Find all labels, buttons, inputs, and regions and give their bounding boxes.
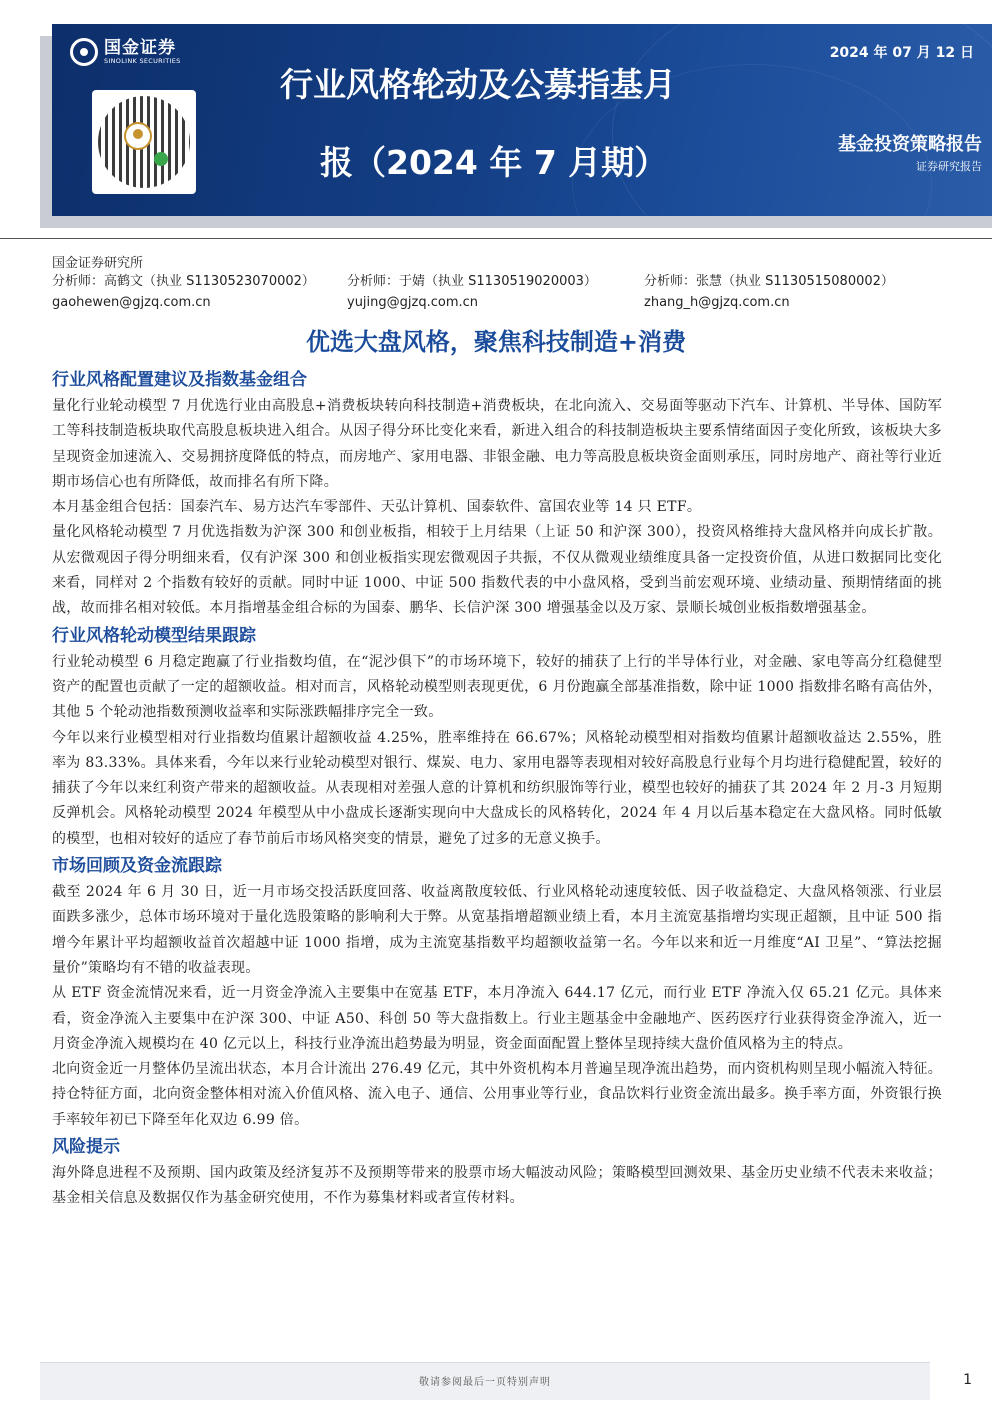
qr-logo-icon (124, 122, 152, 150)
section-heading: 市场回顾及资金流跟踪 (52, 856, 222, 877)
analyst-email: gaohewen@gjzq.com.cn (52, 295, 211, 310)
paragraph: 本月基金组合包括：国泰汽车、易方达汽车零部件、天弘计算机、国泰软件、富国农业等 14 只 ETF。 (52, 499, 702, 516)
analyst-label: 分析师：张慧（执业 S1130515080002） (644, 274, 894, 289)
logo-text-en: SINOLINK SECURITIES (104, 57, 181, 65)
qr-code (92, 90, 196, 194)
paragraph: 量化行业轮动模型 7 月优选行业由高股息+消费板块转向科技制造+消费板块，在北向流入、交易面等驱动下汽车、计算机、半导体、国防军工等科技制造板块取代高股息板块进入组合。从因子得分环比变化来看，新进入组合的科技制造板块主要系情绪面因子变化所致，该板块大多呈现资金加速流入、交易拥挤度降低的特点，而房地产、家用电器、非银金融、电力等高股息板块资金面则承压，同时房地产、商社等行业近期市场信心也有所降低，故而排名有所下降。 (52, 398, 942, 490)
analyst-info (347, 271, 597, 313)
divider (0, 238, 992, 239)
analyst-email: yujing@gjzq.com.cn (347, 295, 479, 310)
report-title (280, 62, 750, 186)
paragraph: 北向资金近一月整体仍呈流出状态，本月合计流出 276.49 亿元，其中外资机构本月普遍呈现净流出趋势，而内资机构则呈现小幅流入特征。持仓特征方面，北向资金整体相对流入价值风格、流入电子、通信、公用事业等行业，食品饮料行业资金流出最多。换手率方面，外资银行换手率较年初已下降至年化双边 6.99 倍。 (52, 1061, 942, 1128)
paragraph: 今年以来行业模型相对行业指数均值累计超额收益 4.25%，胜率维持在 66.67%；风格轮动模型相对指数均值累计超额收益达 2.55%，胜率为 83.33%。具体来看，今年以来行业轮动模型对银行、煤炭、电力、家用电器等表现相对较好高股息行业每个月均进行稳健配置，较好的捕获了今年以来红利资产带来的超额收益。从表现相对差强人意的计算机和纺织服饰等行业，模型也较好的捕获了其 2024 年 2 月-3 月短期反弹机会。风格轮动模型 2024 年模型从中小盘成长逐渐实现向中大盘成长的风格转化，2024 年 4 月以后基本稳定在大盘风格。同时低敏的模型，也相对较好的适应了春节前后市场风格突变的情景，避免了过多的无意义换手。 (52, 729, 942, 847)
report-title-line1: 行业风格轮动及公募指基月 (280, 65, 676, 104)
logo-icon (70, 38, 98, 66)
paragraph: 海外降息进程不及预期、国内政策及经济复苏不及预期等带来的股票市场大幅波动风险；策略模型回测效果、基金历史业绩不代表未来收益；基金相关信息及数据仅作为基金研究使用，不作为募集材料或者宣传材料。 (52, 1165, 942, 1207)
report-headline: 优选大盘风格，聚焦科技制造+消费 (305, 328, 687, 356)
analyst-label: 分析师：高鹤文（执业 S1130523070002） (52, 274, 315, 289)
footer-notice[interactable]: 敬请参阅最后一页特别声明 (419, 1377, 551, 1388)
page-number: 1 (963, 1372, 972, 1388)
section-heading: 风险提示 (52, 1137, 120, 1158)
section-heading: 行业风格轮动模型结果跟踪 (52, 625, 256, 646)
report-type: 基金投资策略报告 (838, 134, 982, 155)
analyst-info (644, 271, 894, 313)
qr-badge-icon (154, 152, 168, 166)
report-date: 2024 年 07 月 12 日 (829, 45, 974, 61)
section-heading: 行业风格配置建议及指数基金组合 (52, 370, 307, 390)
report-body (52, 366, 942, 1212)
institute-name: 国金证券研究所 (52, 256, 144, 271)
paragraph: 从 ETF 资金流情况来看，近一月资金净流入主要集中在宽基 ETF，本月净流入 644.17 亿元，而行业 ETF 净流入仅 65.21 亿元。具体来看，资金净流入主要集中在沪深 300、中证 A50、科创 50 等大盘指数上。行业主题基金中金融地产、医药医疗行业获得资金净流入，近一月资金净流入规模均在 40 亿元以上，科技行业净流出趋势最为明显，资金面面配置上整体呈现持续大盘价值风格为主的特点。 (52, 985, 942, 1052)
paragraph: 截至 2024 年 6 月 30 日，近一月市场交投活跃度回落、收益离散度较低、行业风格轮动速度较低、因子收益稳定、大盘风格领涨、行业层面跌多涨少，总体市场环境对于量化选股策略的影响利大于弊。从宽基指增超额业绩上看，本月主流宽基指增均实现正超额，且中证 500 指增今年累计平均超额收益首次超越中证 1000 指增，成为主流宽基指数平均超额收益第一名。今年以来和近一月维度“AI 卫星”、“算法挖掘量价”策略均有不错的收益表现。 (52, 884, 942, 976)
paragraph: 行业轮动模型 6 月稳定跑赢了行业指数均值，在“泥沙俱下”的市场环境下，较好的捕获了上行的半导体行业，对金融、家电等高分红稳健型资产的配置也贡献了一定的超额收益。相对而言，风格轮动模型则表现更优，6 月份跑赢全部基准指数，除中证 1000 指数排名略有高估外，其他 5 个轮动池指数预测收益率和实际涨跌幅排序完全一致。 (52, 653, 942, 721)
analyst-label: 分析师：于婧（执业 S1130519020003） (347, 274, 597, 289)
analyst-email: zhang_h@gjzq.com.cn (644, 295, 790, 310)
report-subtype: 证券研究报告 (916, 160, 982, 173)
paragraph: 量化风格轮动模型 7 月优选指数为沪深 300 和创业板指，相较于上月结果（上证 50 和沪深 300），投资风格维持大盘风格并向成长扩散。从宏微观因子得分明细来看，仅有沪深 300 和创业板指实现宏微观因子共振，不仅从微观业绩维度具备一定投资价值，从进口数据同比变化来看，同样对 2 个指数有较好的贡献。同时中证 1000、中证 500 指数代表的中小盘风格，受到当前宏观环境、业绩动量、预期情绪面的挑战，故而排名相对较低。本月指增基金组合标的为国泰、鹏华、长信沪深 300 增强基金以及万家、景顺长城创业板指数增强基金。 (52, 524, 942, 617)
report-title-line2: 报（2024 年 7 月期） (320, 143, 668, 182)
analyst-info (52, 271, 315, 313)
logo-text-cn: 国金证券 (104, 38, 176, 58)
company-logo (70, 38, 181, 66)
